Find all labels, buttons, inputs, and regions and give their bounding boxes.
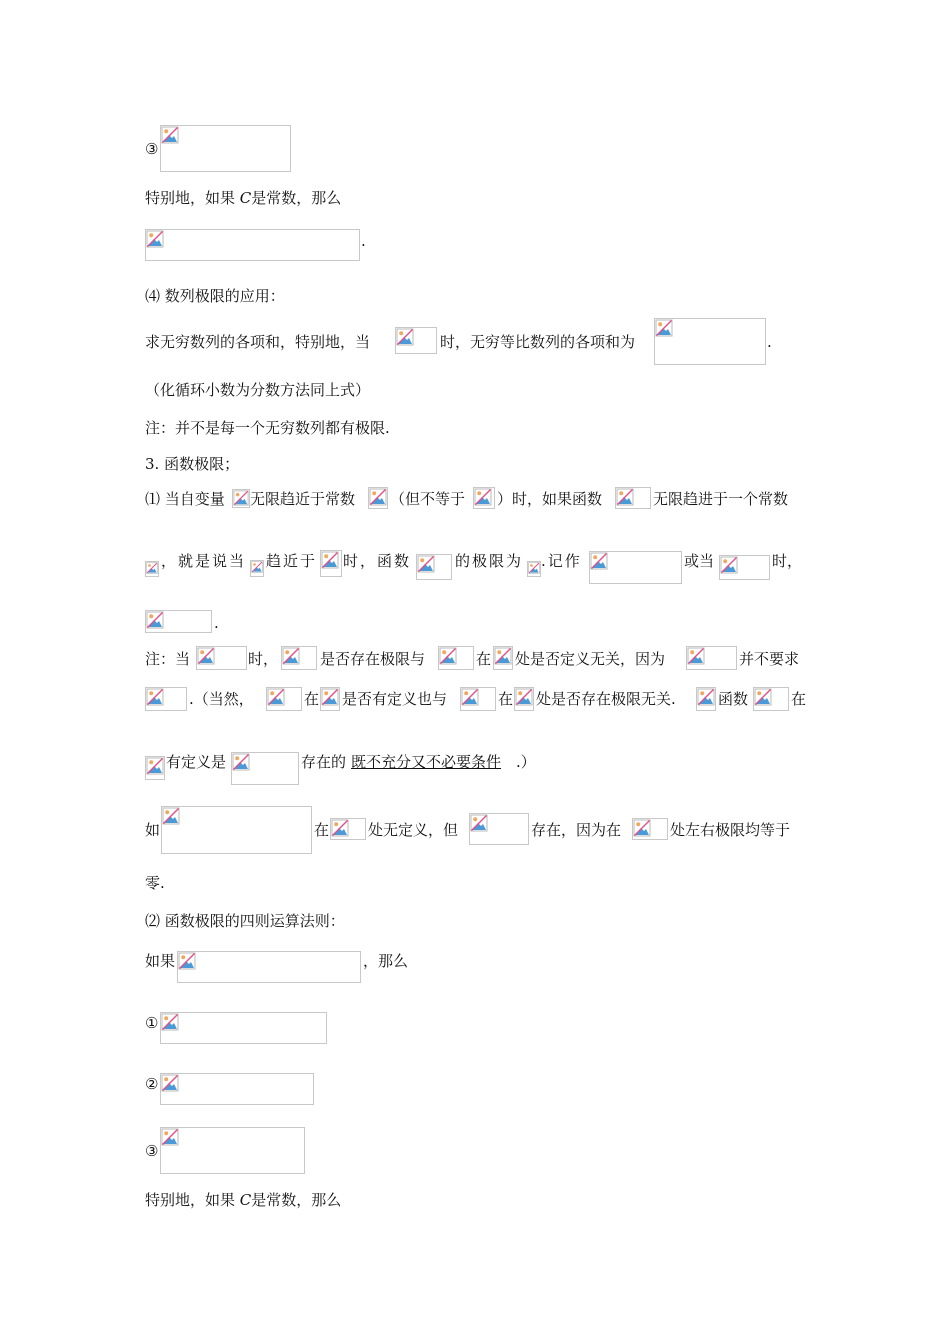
- text: .（当然，: [189, 690, 254, 708]
- formula-image: [696, 687, 716, 711]
- broken-image-icon: [590, 552, 608, 570]
- formula-image: [493, 646, 513, 670]
- paragraph-note: 注：并不是每一个无穷数列都有极限.: [145, 419, 390, 437]
- broken-image-icon: [267, 688, 285, 706]
- broken-image-icon: [655, 319, 673, 337]
- broken-image-icon: [282, 647, 300, 665]
- broken-image-icon: [146, 611, 164, 629]
- text: ⑴ 当自变量: [145, 490, 225, 508]
- formula-image: [686, 646, 737, 670]
- text: 是否存在极限与: [320, 650, 426, 668]
- text: 求无穷数列的各项和，特别地，当: [145, 333, 371, 351]
- formula-image: [395, 327, 437, 354]
- text: 时，函数: [343, 552, 412, 570]
- list-marker: ③: [145, 1142, 159, 1160]
- list-marker: ①: [145, 1014, 159, 1032]
- formula-image: [469, 813, 529, 845]
- text: 是否有定义也与: [342, 690, 448, 708]
- text: 函数: [718, 690, 749, 708]
- text: 处无定义，但: [368, 821, 459, 839]
- text: 如果: [145, 952, 176, 970]
- text: 是常数，那么: [251, 1191, 342, 1209]
- text: 无限趋进于一个常数: [653, 490, 789, 508]
- text: 的极限为: [455, 552, 524, 570]
- broken-image-icon: [331, 819, 349, 837]
- text: .）: [516, 753, 536, 771]
- text: 无限趋近于常数: [250, 490, 356, 508]
- formula-image: [196, 646, 247, 670]
- broken-image-icon: [161, 1074, 179, 1092]
- variable: C: [239, 189, 252, 207]
- broken-image-icon: [251, 561, 263, 573]
- broken-image-icon: [161, 1013, 179, 1031]
- formula-image: [231, 752, 299, 785]
- formula-image: [145, 687, 187, 711]
- broken-image-icon: [146, 230, 164, 248]
- text: 在: [314, 821, 330, 839]
- broken-image-icon: [146, 562, 158, 574]
- broken-image-icon: [146, 688, 164, 706]
- text: 时，: [772, 552, 803, 570]
- text: ）时，如果函数: [497, 490, 603, 508]
- formula-image: [161, 806, 312, 854]
- list-marker: ③: [145, 140, 159, 158]
- broken-image-icon: [162, 807, 180, 825]
- broken-image-icon: [616, 488, 634, 506]
- period: .: [361, 232, 366, 250]
- text: （但不等于: [390, 490, 466, 508]
- variable: C: [239, 1191, 252, 1209]
- formula-image: [250, 560, 264, 577]
- text: 处是否存在极限无关.: [536, 690, 676, 708]
- section-heading: ⑷ 数列极限的应用：: [145, 287, 285, 305]
- text: 或当: [684, 552, 715, 570]
- broken-image-icon: [417, 555, 435, 573]
- section-heading: 3. 函数极限；: [145, 455, 240, 473]
- text: 时，: [248, 650, 279, 668]
- formula-image: [160, 1127, 305, 1174]
- formula-image: [330, 818, 366, 840]
- text: ，就是说当: [161, 552, 247, 570]
- broken-image-icon: [633, 819, 651, 837]
- broken-image-icon: [494, 647, 512, 665]
- broken-image-icon: [321, 688, 339, 706]
- text: 在: [791, 690, 807, 708]
- broken-image-icon: [178, 952, 196, 970]
- broken-image-icon: [474, 488, 492, 506]
- formula-image: [320, 687, 340, 711]
- formula-image: [145, 610, 212, 633]
- broken-image-icon: [470, 814, 488, 832]
- formula-image: [632, 818, 668, 840]
- formula-image: [145, 229, 360, 261]
- section-heading: ⑵ 函数极限的四则运算法则：: [145, 912, 345, 930]
- text: 存在，因为在: [531, 821, 622, 839]
- text: 注：当: [145, 650, 191, 668]
- broken-image-icon: [197, 647, 215, 665]
- broken-image-icon: [439, 647, 457, 665]
- formula-image: [160, 1012, 327, 1044]
- text: 在: [498, 690, 514, 708]
- text: 如: [145, 821, 161, 839]
- formula-image: [615, 487, 651, 509]
- formula-image: [514, 687, 534, 711]
- text: 特别地，如果: [145, 1191, 240, 1209]
- formula-image: [145, 561, 159, 577]
- formula-image: [416, 554, 452, 580]
- formula-image: [438, 646, 474, 670]
- period: .: [214, 614, 219, 632]
- formula-image: [719, 555, 770, 580]
- broken-image-icon: [461, 688, 479, 706]
- list-marker: ②: [145, 1075, 159, 1093]
- underlined-text: 既不充分又不必要条件: [351, 753, 502, 771]
- broken-image-icon: [161, 126, 179, 144]
- formula-image: [160, 125, 291, 172]
- paragraph-special-case: [145, 188, 341, 208]
- broken-image-icon: [161, 1128, 179, 1146]
- formula-image: [232, 489, 250, 508]
- formula-image: [753, 687, 789, 711]
- broken-image-icon: [369, 488, 387, 506]
- broken-image-icon: [528, 562, 540, 574]
- formula-image: [460, 687, 496, 711]
- formula-image: [177, 951, 361, 983]
- formula-image: [145, 756, 165, 780]
- broken-image-icon: [720, 556, 738, 574]
- text: 存在的: [301, 753, 347, 771]
- broken-image-icon: [515, 688, 533, 706]
- text: 趋近于: [266, 552, 318, 570]
- broken-image-icon: [396, 328, 414, 346]
- broken-image-icon: [687, 647, 705, 665]
- broken-image-icon: [233, 490, 249, 506]
- formula-image: [368, 487, 388, 509]
- text: 在: [304, 690, 320, 708]
- formula-image: [320, 550, 342, 577]
- formula-image: [160, 1073, 314, 1105]
- formula-image: [281, 646, 317, 670]
- formula-image: [527, 561, 541, 577]
- text: 时，无穷等比数列的各项和为: [440, 333, 636, 351]
- formula-image: [654, 318, 766, 365]
- period: .: [767, 333, 772, 351]
- formula-image: [266, 687, 302, 711]
- paragraph-special-case: [145, 1190, 341, 1210]
- paragraph-text: 零.: [145, 874, 165, 892]
- formula-image: [473, 487, 495, 509]
- text: .记作: [541, 552, 582, 570]
- text: 处是否定义无关，因为: [515, 650, 666, 668]
- broken-image-icon: [232, 753, 250, 771]
- formula-image: [589, 551, 682, 584]
- paragraph-note: （化循环小数为分数方法同上式）: [145, 381, 371, 399]
- text: 特别地，如果: [145, 189, 240, 207]
- broken-image-icon: [754, 688, 772, 706]
- broken-image-icon: [146, 757, 164, 775]
- text: 并不要求: [739, 650, 800, 668]
- text: 有定义是: [166, 753, 227, 771]
- text: 在: [476, 650, 492, 668]
- text: 处左右极限均等于: [670, 821, 791, 839]
- broken-image-icon: [321, 551, 339, 569]
- broken-image-icon: [697, 688, 715, 706]
- text: ，那么: [363, 952, 409, 970]
- text: 是常数，那么: [251, 189, 342, 207]
